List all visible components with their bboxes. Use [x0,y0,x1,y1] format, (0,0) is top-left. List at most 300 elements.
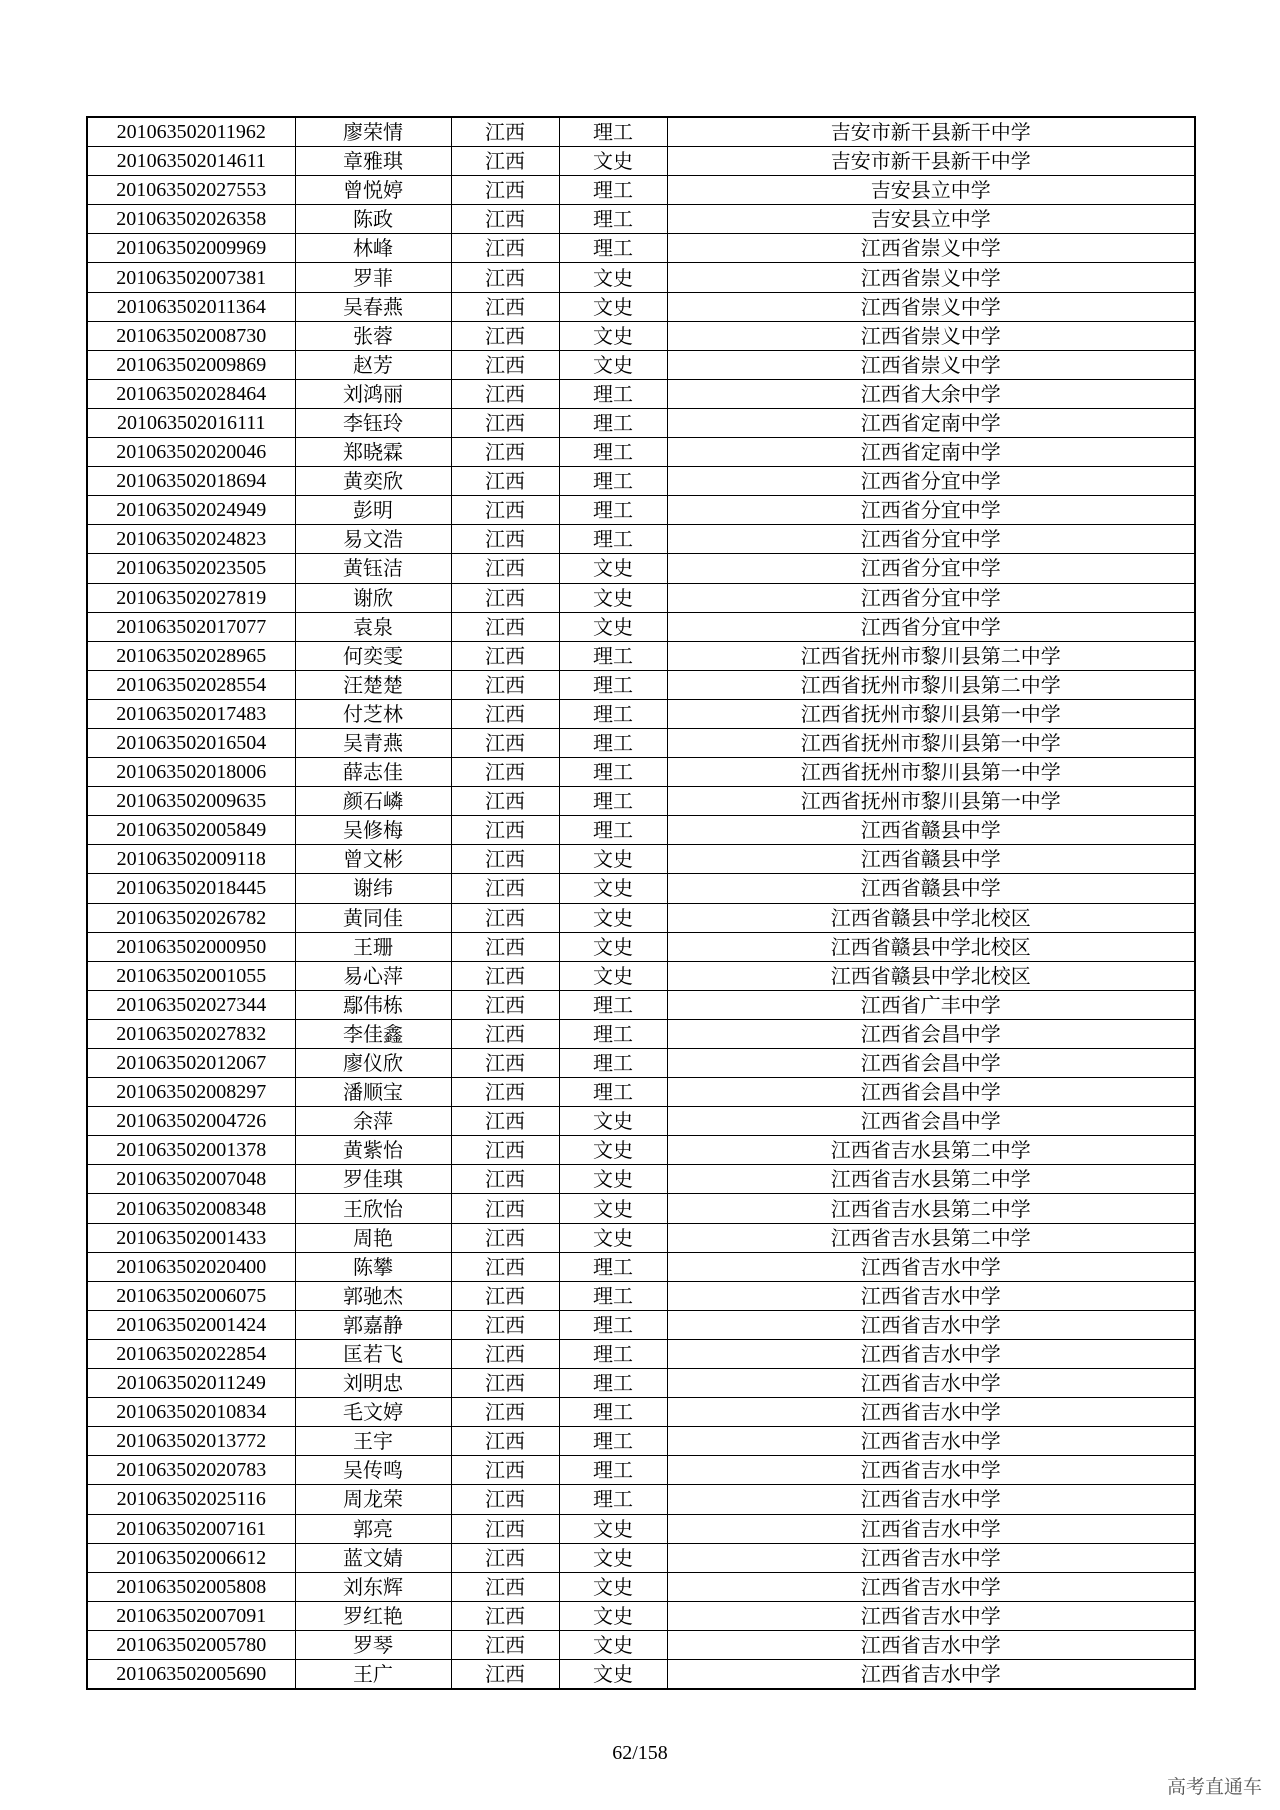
cell-name: 郭驰杰 [295,1281,451,1310]
cell-exam-id: 201063502020046 [87,438,295,467]
cell-school: 江西省大余中学 [667,379,1195,408]
cell-track: 理工 [559,816,667,845]
cell-name: 黄紫怡 [295,1136,451,1165]
table-row [87,816,1195,845]
cell-school: 江西省会昌中学 [667,1049,1195,1078]
cell-school: 江西省分宜中学 [667,467,1195,496]
cell-exam-id: 201063502011364 [87,292,295,321]
cell-school: 江西省抚州市黎川县第二中学 [667,670,1195,699]
table-row [87,1659,1195,1689]
table-row [87,467,1195,496]
cell-name: 汪楚楚 [295,670,451,699]
table-row [87,292,1195,321]
cell-exam-id: 201063502024949 [87,496,295,525]
cell-track: 理工 [559,1281,667,1310]
cell-province: 江西 [451,699,559,728]
cell-exam-id: 201063502027819 [87,583,295,612]
cell-name: 吴青燕 [295,728,451,757]
cell-school: 江西省定南中学 [667,438,1195,467]
cell-name: 罗红艳 [295,1601,451,1630]
cell-school: 江西省崇义中学 [667,350,1195,379]
cell-province: 江西 [451,525,559,554]
cell-exam-id: 201063502027553 [87,176,295,205]
table-row [87,1049,1195,1078]
table-row [87,1339,1195,1368]
table-row [87,670,1195,699]
cell-province: 江西 [451,1310,559,1339]
cell-school: 江西省崇义中学 [667,321,1195,350]
cell-province: 江西 [451,350,559,379]
cell-name: 潘顺宝 [295,1078,451,1107]
cell-name: 黄同佳 [295,903,451,932]
cell-name: 罗菲 [295,263,451,292]
cell-track: 理工 [559,438,667,467]
cell-exam-id: 201063502027344 [87,990,295,1019]
cell-school: 江西省吉水中学 [667,1514,1195,1543]
table-row [87,1252,1195,1281]
cell-school: 江西省抚州市黎川县第一中学 [667,728,1195,757]
cell-exam-id: 201063502005690 [87,1659,295,1689]
cell-school: 江西省吉水中学 [667,1543,1195,1572]
cell-school: 江西省赣县中学北校区 [667,932,1195,961]
cell-name: 郭亮 [295,1514,451,1543]
cell-track: 理工 [559,990,667,1019]
cell-name: 廖荣情 [295,117,451,147]
cell-province: 江西 [451,583,559,612]
cell-track: 文史 [559,292,667,321]
cell-name: 吴春燕 [295,292,451,321]
cell-name: 刘东辉 [295,1572,451,1601]
cell-name: 刘鸿丽 [295,379,451,408]
cell-name: 谢纬 [295,874,451,903]
cell-name: 彭明 [295,496,451,525]
cell-school: 江西省吉水中学 [667,1281,1195,1310]
cell-province: 江西 [451,1456,559,1485]
cell-school: 江西省崇义中学 [667,234,1195,263]
table-row [87,845,1195,874]
cell-name: 易心萍 [295,961,451,990]
roster-sheet [86,116,1196,1690]
cell-track: 理工 [559,1427,667,1456]
table-row [87,903,1195,932]
page-number: 62/158 [612,1742,668,1764]
table-row [87,147,1195,176]
cell-exam-id: 201063502024823 [87,525,295,554]
cell-track: 理工 [559,1485,667,1514]
cell-name: 王广 [295,1659,451,1689]
cell-track: 文史 [559,1194,667,1223]
cell-track: 理工 [559,1398,667,1427]
cell-province: 江西 [451,1223,559,1252]
table-row [87,1630,1195,1659]
cell-track: 理工 [559,408,667,437]
cell-province: 江西 [451,1252,559,1281]
cell-province: 江西 [451,932,559,961]
table-row [87,1601,1195,1630]
cell-school: 江西省分宜中学 [667,554,1195,583]
cell-exam-id: 201063502026358 [87,205,295,234]
cell-school: 江西省吉水中学 [667,1310,1195,1339]
table-row [87,1514,1195,1543]
cell-school: 江西省分宜中学 [667,525,1195,554]
table-row [87,1107,1195,1136]
cell-name: 廖仪欣 [295,1049,451,1078]
cell-track: 理工 [559,205,667,234]
table-row [87,728,1195,757]
cell-name: 余萍 [295,1107,451,1136]
cell-exam-id: 201063502001424 [87,1310,295,1339]
table-row [87,612,1195,641]
table-row [87,350,1195,379]
cell-province: 江西 [451,787,559,816]
cell-track: 文史 [559,612,667,641]
cell-school: 江西省会昌中学 [667,1019,1195,1048]
cell-name: 颜石嶙 [295,787,451,816]
table-row [87,234,1195,263]
cell-exam-id: 201063502006075 [87,1281,295,1310]
cell-school: 江西省吉水中学 [667,1398,1195,1427]
cell-province: 江西 [451,670,559,699]
cell-track: 理工 [559,117,667,147]
cell-province: 江西 [451,1339,559,1368]
cell-name: 黄钰洁 [295,554,451,583]
table-row [87,379,1195,408]
cell-exam-id: 201063502009869 [87,350,295,379]
cell-exam-id: 201063502001433 [87,1223,295,1252]
cell-school: 吉安县立中学 [667,176,1195,205]
cell-track: 理工 [559,670,667,699]
cell-school: 江西省赣县中学北校区 [667,961,1195,990]
cell-school: 江西省赣县中学 [667,816,1195,845]
cell-exam-id: 201063502009969 [87,234,295,263]
cell-school: 江西省赣县中学北校区 [667,903,1195,932]
cell-province: 江西 [451,1136,559,1165]
cell-province: 江西 [451,845,559,874]
cell-province: 江西 [451,467,559,496]
cell-exam-id: 201063502000950 [87,932,295,961]
cell-track: 文史 [559,1514,667,1543]
table-row [87,874,1195,903]
cell-school: 江西省赣县中学 [667,845,1195,874]
cell-track: 理工 [559,787,667,816]
cell-exam-id: 201063502018445 [87,874,295,903]
cell-exam-id: 201063502018006 [87,758,295,787]
cell-province: 江西 [451,816,559,845]
cell-name: 吴传鸣 [295,1456,451,1485]
cell-exam-id: 201063502017077 [87,612,295,641]
cell-track: 理工 [559,467,667,496]
cell-track: 理工 [559,1369,667,1398]
cell-track: 理工 [559,379,667,408]
cell-name: 张蓉 [295,321,451,350]
cell-track: 文史 [559,321,667,350]
cell-exam-id: 201063502001055 [87,961,295,990]
cell-name: 鄢伟栋 [295,990,451,1019]
cell-track: 文史 [559,583,667,612]
cell-exam-id: 201063502007048 [87,1165,295,1194]
cell-exam-id: 201063502008348 [87,1194,295,1223]
cell-exam-id: 201063502005849 [87,816,295,845]
table-row [87,321,1195,350]
cell-name: 黄奕欣 [295,467,451,496]
table-row [87,176,1195,205]
cell-exam-id: 201063502005780 [87,1630,295,1659]
cell-school: 江西省吉水县第二中学 [667,1136,1195,1165]
cell-school: 江西省赣县中学 [667,874,1195,903]
cell-exam-id: 201063502007381 [87,263,295,292]
cell-school: 江西省分宜中学 [667,496,1195,525]
cell-school: 吉安市新干县新干中学 [667,117,1195,147]
cell-name: 罗佳琪 [295,1165,451,1194]
table-row [87,1078,1195,1107]
cell-name: 赵芳 [295,350,451,379]
table-row [87,554,1195,583]
cell-exam-id: 201063502009118 [87,845,295,874]
cell-province: 江西 [451,1369,559,1398]
cell-name: 陈攀 [295,1252,451,1281]
table-row [87,1165,1195,1194]
cell-school: 江西省抚州市黎川县第一中学 [667,699,1195,728]
cell-province: 江西 [451,1049,559,1078]
cell-school: 江西省定南中学 [667,408,1195,437]
cell-name: 王珊 [295,932,451,961]
cell-province: 江西 [451,990,559,1019]
cell-exam-id: 201063502007091 [87,1601,295,1630]
cell-name: 付芝林 [295,699,451,728]
cell-name: 谢欣 [295,583,451,612]
cell-province: 江西 [451,1630,559,1659]
table-row [87,1281,1195,1310]
cell-exam-id: 201063502017483 [87,699,295,728]
cell-province: 江西 [451,1601,559,1630]
cell-province: 江西 [451,1281,559,1310]
cell-school: 江西省会昌中学 [667,1107,1195,1136]
table-row [87,1485,1195,1514]
table-row [87,1369,1195,1398]
table-row [87,1543,1195,1572]
cell-track: 理工 [559,1339,667,1368]
cell-name: 蓝文婧 [295,1543,451,1572]
cell-exam-id: 201063502028965 [87,641,295,670]
table-row [87,1223,1195,1252]
cell-track: 文史 [559,1136,667,1165]
cell-school: 江西省吉水中学 [667,1659,1195,1689]
table-row [87,583,1195,612]
cell-name: 陈政 [295,205,451,234]
cell-name: 曾悦婷 [295,176,451,205]
table-row [87,758,1195,787]
cell-province: 江西 [451,1485,559,1514]
cell-province: 江西 [451,205,559,234]
cell-exam-id: 201063502004726 [87,1107,295,1136]
cell-exam-id: 201063502009635 [87,787,295,816]
cell-name: 李佳鑫 [295,1019,451,1048]
cell-province: 江西 [451,147,559,176]
cell-school: 江西省吉水县第二中学 [667,1223,1195,1252]
cell-province: 江西 [451,496,559,525]
cell-exam-id: 201063502007161 [87,1514,295,1543]
cell-exam-id: 201063502022854 [87,1339,295,1368]
cell-track: 文史 [559,1165,667,1194]
cell-track: 理工 [559,641,667,670]
cell-school: 江西省广丰中学 [667,990,1195,1019]
cell-track: 理工 [559,1456,667,1485]
table-row [87,787,1195,816]
table-row [87,1456,1195,1485]
cell-name: 曾文彬 [295,845,451,874]
cell-track: 理工 [559,1049,667,1078]
cell-name: 薛志佳 [295,758,451,787]
cell-school: 江西省吉水中学 [667,1252,1195,1281]
roster-table [86,116,1196,1690]
cell-track: 文史 [559,554,667,583]
cell-province: 江西 [451,263,559,292]
cell-exam-id: 201063502023505 [87,554,295,583]
cell-track: 理工 [559,525,667,554]
table-row [87,438,1195,467]
cell-province: 江西 [451,1165,559,1194]
cell-name: 周龙荣 [295,1485,451,1514]
table-row [87,117,1195,147]
cell-school: 江西省吉水中学 [667,1339,1195,1368]
cell-name: 易文浩 [295,525,451,554]
cell-school: 江西省吉水中学 [667,1601,1195,1630]
cell-province: 江西 [451,961,559,990]
cell-name: 毛文婷 [295,1398,451,1427]
cell-exam-id: 201063502025116 [87,1485,295,1514]
table-row [87,525,1195,554]
cell-school: 江西省抚州市黎川县第一中学 [667,758,1195,787]
cell-track: 文史 [559,1601,667,1630]
cell-school: 江西省吉水中学 [667,1485,1195,1514]
cell-track: 文史 [559,1630,667,1659]
cell-school: 江西省吉水中学 [667,1572,1195,1601]
roster-body [87,117,1195,1689]
cell-school: 江西省会昌中学 [667,1078,1195,1107]
table-row [87,1194,1195,1223]
cell-school: 吉安县立中学 [667,205,1195,234]
cell-track: 文史 [559,874,667,903]
table-row [87,1398,1195,1427]
cell-province: 江西 [451,321,559,350]
table-row [87,1572,1195,1601]
cell-track: 文史 [559,1572,667,1601]
cell-province: 江西 [451,408,559,437]
cell-province: 江西 [451,1514,559,1543]
cell-exam-id: 201063502008730 [87,321,295,350]
cell-name: 郑晓霖 [295,438,451,467]
cell-school: 江西省崇义中学 [667,263,1195,292]
cell-exam-id: 201063502018694 [87,467,295,496]
cell-name: 李钰玲 [295,408,451,437]
cell-province: 江西 [451,612,559,641]
cell-track: 理工 [559,728,667,757]
cell-track: 文史 [559,961,667,990]
cell-exam-id: 201063502020400 [87,1252,295,1281]
cell-exam-id: 201063502016111 [87,408,295,437]
cell-province: 江西 [451,554,559,583]
cell-province: 江西 [451,641,559,670]
table-row [87,1019,1195,1048]
cell-name: 王欣怡 [295,1194,451,1223]
table-row [87,932,1195,961]
cell-track: 理工 [559,496,667,525]
table-row [87,1427,1195,1456]
cell-exam-id: 201063502011249 [87,1369,295,1398]
cell-school: 江西省分宜中学 [667,583,1195,612]
cell-exam-id: 201063502008297 [87,1078,295,1107]
cell-province: 江西 [451,1019,559,1048]
cell-province: 江西 [451,176,559,205]
cell-province: 江西 [451,1659,559,1689]
cell-track: 文史 [559,263,667,292]
cell-province: 江西 [451,1543,559,1572]
cell-school: 江西省吉水县第二中学 [667,1194,1195,1223]
table-row [87,1136,1195,1165]
cell-track: 文史 [559,1659,667,1689]
cell-school: 江西省抚州市黎川县第一中学 [667,787,1195,816]
cell-school: 江西省抚州市黎川县第二中学 [667,641,1195,670]
cell-province: 江西 [451,292,559,321]
cell-exam-id: 201063502001378 [87,1136,295,1165]
table-row [87,408,1195,437]
cell-province: 江西 [451,758,559,787]
cell-province: 江西 [451,728,559,757]
cell-name: 刘明忠 [295,1369,451,1398]
cell-exam-id: 201063502027832 [87,1019,295,1048]
cell-province: 江西 [451,1427,559,1456]
cell-track: 理工 [559,758,667,787]
cell-track: 文史 [559,1107,667,1136]
table-row [87,1310,1195,1339]
cell-name: 郭嘉静 [295,1310,451,1339]
cell-school: 江西省吉水中学 [667,1427,1195,1456]
cell-track: 理工 [559,234,667,263]
cell-track: 理工 [559,1019,667,1048]
cell-province: 江西 [451,1194,559,1223]
cell-province: 江西 [451,379,559,408]
cell-track: 文史 [559,1223,667,1252]
cell-track: 理工 [559,699,667,728]
table-row [87,699,1195,728]
table-row [87,641,1195,670]
cell-name: 匡若飞 [295,1339,451,1368]
table-row [87,990,1195,1019]
cell-school: 江西省吉水中学 [667,1369,1195,1398]
cell-name: 何奕雯 [295,641,451,670]
cell-track: 理工 [559,1252,667,1281]
cell-track: 文史 [559,1543,667,1572]
cell-track: 理工 [559,176,667,205]
cell-school: 江西省分宜中学 [667,612,1195,641]
cell-name: 罗琴 [295,1630,451,1659]
cell-name: 周艳 [295,1223,451,1252]
cell-school: 江西省吉水中学 [667,1630,1195,1659]
cell-province: 江西 [451,117,559,147]
cell-track: 理工 [559,1310,667,1339]
cell-track: 文史 [559,350,667,379]
cell-province: 江西 [451,1078,559,1107]
cell-school: 吉安市新干县新干中学 [667,147,1195,176]
cell-province: 江西 [451,1107,559,1136]
cell-name: 吴修梅 [295,816,451,845]
table-row [87,205,1195,234]
cell-exam-id: 201063502012067 [87,1049,295,1078]
cell-track: 文史 [559,903,667,932]
cell-province: 江西 [451,1398,559,1427]
cell-school: 江西省崇义中学 [667,292,1195,321]
table-row [87,496,1195,525]
